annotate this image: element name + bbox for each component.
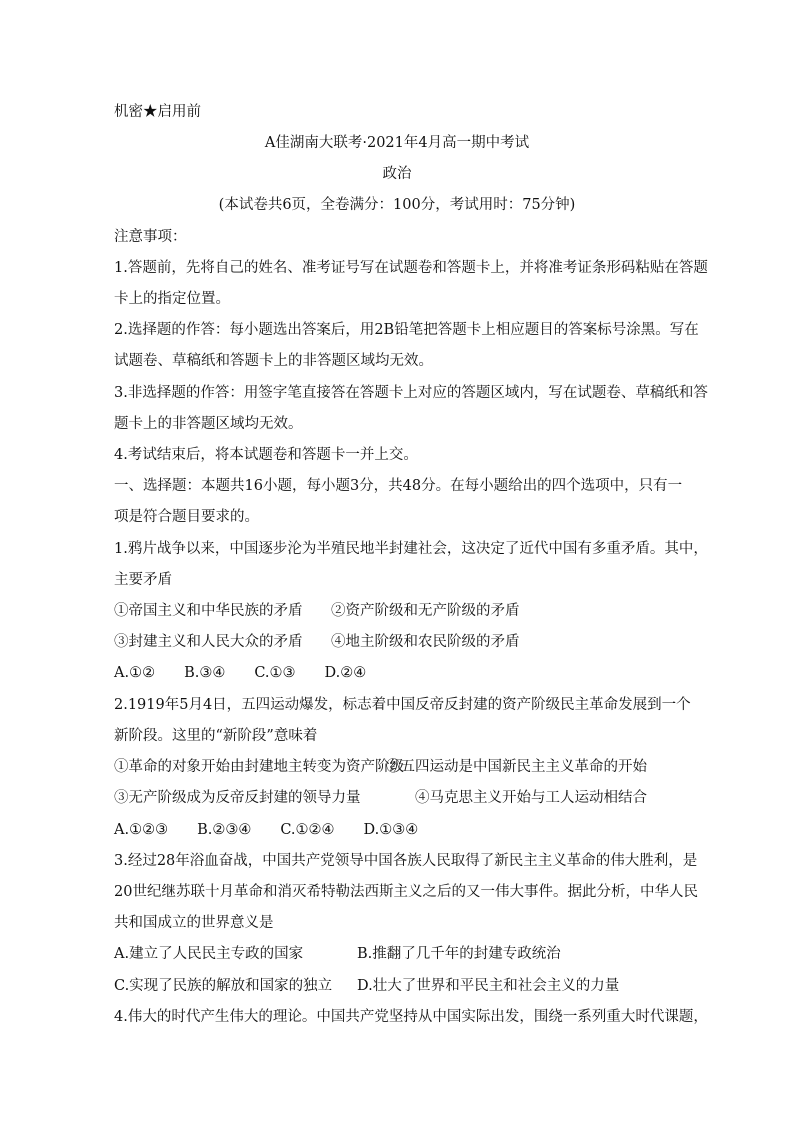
- notes-heading: 注意事项：: [114, 229, 187, 245]
- exam-info: (本试卷共6页，全卷满分：100分，考试用时：75分钟): [218, 197, 576, 213]
- note-2-line-2: 试题卷、草稿纸和答题卡上的非答题区域均无效。: [114, 353, 433, 369]
- q3-stem-line-1: 3.经过28年浴血奋战，中国共产党领导中国各族人民取得了新民主主义革命的伟大胜利，是: [114, 853, 698, 869]
- q1-choices: A.①② B.③④ C.①③ D.②④: [114, 665, 367, 681]
- q1-option-2: ②资产阶级和无产阶级的矛盾: [331, 603, 520, 619]
- q2-option-4: ④马克思主义开始与工人运动相结合: [415, 790, 647, 806]
- q3-option-a: A.建立了人民民主专政的国家: [114, 946, 304, 962]
- note-1-line-2: 卡上的指定位置。: [114, 291, 230, 307]
- secret-label: 机密★启用前: [114, 104, 201, 120]
- exam-title: A佳湖南大联考·2021年4月高一期中考试: [264, 135, 530, 151]
- q1-stem-line-1: 1.鸦片战争以来，中国逐步沦为半殖民地半封建社会，这决定了近代中国有多重矛盾。其中，: [114, 541, 708, 557]
- q1-option-4: ④地主阶级和农民阶级的矛盾: [331, 634, 520, 650]
- q4-stem-line-1: 4.伟大的时代产生伟大的理论。中国共产党坚持从中国实际出发，围绕一系列重大时代课题，: [114, 1009, 708, 1025]
- q3-stem-line-3: 共和国成立的世界意义是: [114, 915, 274, 931]
- section1-heading-line-1: 一、选择题：本题共16小题，每小题3分，共48分。在每小题给出的四个选项中，只有一: [114, 478, 683, 494]
- q2-option-1: ①革命的对象开始由封建地主转变为资产阶级: [114, 759, 404, 775]
- q3-option-c: C.实现了民族的解放和国家的独立: [114, 978, 333, 994]
- subject-title: 政治: [382, 166, 412, 182]
- q3-option-d: D.壮大了世界和平民主和社会主义的力量: [357, 978, 620, 994]
- q1-option-3: ③封建主义和人民大众的矛盾: [114, 634, 303, 650]
- q2-stem-line-1: 2.1919年5月4日，五四运动爆发，标志着中国反帝反封建的资产阶级民主革命发展到一个: [114, 697, 691, 713]
- section1-heading-line-2: 项是符合题目要求的。: [114, 509, 259, 525]
- q1-stem-line-2: 主要矛盾: [114, 572, 172, 588]
- q3-stem-line-2: 20世纪继苏联十月革命和消灭希特勒法西斯主义之后的又一伟大事件。据此分析，中华人民: [114, 884, 698, 900]
- q2-option-2: ②五四运动是中国新民主主义革命的开始: [386, 759, 647, 775]
- note-4: 4.考试结束后，将本试题卷和答题卡一并上交。: [114, 447, 418, 463]
- q3-option-b: B.推翻了几千年的封建专政统治: [357, 946, 561, 962]
- q1-option-1: ①帝国主义和中华民族的矛盾: [114, 603, 303, 619]
- q2-choices: A.①②③ B.②③④ C.①②④ D.①③④: [114, 822, 419, 838]
- note-3-line-2: 题卡上的非答题区域均无效。: [114, 416, 303, 432]
- q2-option-3: ③无产阶级成为反帝反封建的领导力量: [114, 790, 361, 806]
- note-2-line-1: 2.选择题的作答：每小题选出答案后，用2B铅笔把答题卡上相应题目的答案标号涂黑。写在: [114, 322, 699, 338]
- note-1-line-1: 1.答题前，先将自己的姓名、准考证号写在试题卷和答题卡上，并将准考证条形码粘贴在答题: [114, 260, 708, 276]
- q2-stem-line-2: 新阶段。这里的“新阶段”意味着: [114, 728, 318, 744]
- note-3-line-1: 3.非选择题的作答：用签字笔直接答在答题卡上对应的答题区域内，写在试题卷、草稿纸和答: [114, 385, 708, 401]
